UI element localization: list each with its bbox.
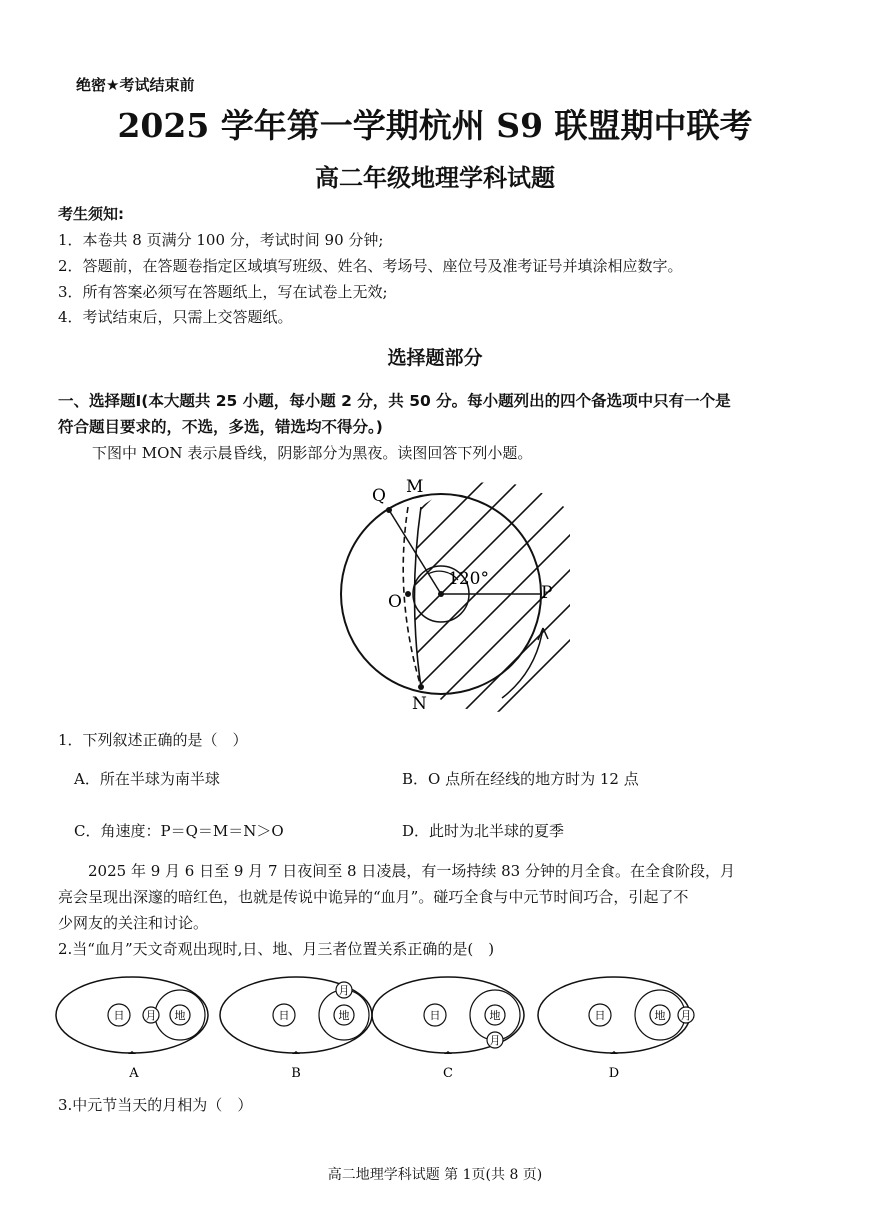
option-c-diagram[interactable] — [372, 977, 524, 1081]
option-a-diagram[interactable] — [56, 977, 208, 1081]
label-n: N — [412, 694, 427, 714]
sun-label: 日 — [594, 1009, 606, 1022]
terminator-line — [415, 507, 422, 687]
earth-label: 地 — [489, 1009, 501, 1022]
moon-label: 月 — [145, 1009, 157, 1022]
earth-label: 地 — [174, 1009, 186, 1022]
label-p: P — [541, 583, 553, 603]
option-letter: A — [129, 1066, 139, 1081]
figure-intro: 下图中 MON 表示晨昏线，阴影部分为黑夜。读图回答下列小题。 — [92, 444, 533, 462]
notice-item: 2．答题前，在答题卷指定区域填写班级、姓名、考场号、座位号及准考证号并填涂相应数字。 — [58, 257, 683, 275]
option-d-diagram[interactable] — [538, 977, 694, 1081]
earth-label: 地 — [654, 1009, 666, 1022]
label-o: O — [388, 592, 402, 612]
secret-mark: 绝密★考试结束前 — [76, 76, 195, 94]
sun-label: 日 — [429, 1009, 441, 1022]
option-letter: C — [443, 1066, 453, 1081]
moon-label: 月 — [680, 1009, 692, 1022]
label-m: M — [406, 477, 424, 497]
question-2-stem: 2.当“血月”天文奇观出现时,日、地、月三者位置关系正确的是( ) — [58, 940, 495, 958]
point-o — [405, 591, 411, 597]
option-letter: D — [608, 1066, 620, 1081]
exam-subtitle: 高二年级地理学科试题 — [315, 164, 555, 192]
notice-item: 3．所有答案必须写在答题纸上，写在试卷上无效; — [58, 283, 388, 301]
section-instruction: 一、选择题Ⅰ(本大题共 25 小题，每小题 2 分，共 50 分。每小题列出的四个备选项中只有一个是 — [58, 392, 731, 410]
label-q: Q — [372, 486, 386, 506]
option-letter: B — [291, 1066, 301, 1081]
question-1-option-a[interactable]: A．所在半球为南半球 — [74, 770, 220, 788]
question-3-stem: 3.中元节当天的月相为（ ） — [58, 1096, 253, 1114]
rotation-arrow-head — [538, 628, 548, 640]
label-angle: 120° — [448, 569, 489, 589]
option-b-diagram[interactable] — [220, 977, 372, 1081]
sun-label: 日 — [113, 1009, 125, 1022]
point-n — [418, 684, 424, 690]
notice-item: 1．本卷共 8 页满分 100 分，考试时间 90 分钟; — [58, 231, 384, 249]
sun-label: 日 — [278, 1009, 290, 1022]
notice-item: 4．考试结束后，只需上交答题纸。 — [58, 308, 293, 326]
question-1-option-b[interactable]: B．O 点所在经线的地方时为 12 点 — [402, 770, 639, 788]
pole-point — [438, 591, 444, 597]
passage-line: 少网友的关注和讨论。 — [58, 914, 209, 932]
point-q — [386, 507, 392, 513]
sun-earth-moon-options — [50, 965, 710, 1085]
section-title: 选择题部分 — [387, 347, 483, 369]
moon-label: 月 — [338, 984, 350, 997]
earth-label: 地 — [338, 1009, 350, 1022]
passage-line: 亮会呈现出深邃的暗红色，也就是传说中诡异的“血月”。碰巧全食与中元节时间巧合，引起了不 — [58, 888, 689, 906]
terminator-diagram — [330, 470, 570, 715]
passage-line: 2025 年 9 月 6 日至 9 月 7 日夜间至 8 日凌晨，有一场持续 83 分钟的月全食。在全食阶段，月 — [88, 862, 735, 880]
page-footer: 高二地理学科试题 第 1页(共 8 页) — [327, 1167, 543, 1183]
question-1-stem: 1．下列叙述正确的是（ ） — [58, 731, 248, 749]
question-1-option-d[interactable]: D．此时为北半球的夏季 — [402, 822, 565, 840]
moon-label: 月 — [489, 1034, 501, 1047]
notice-heading: 考生须知: — [58, 205, 124, 223]
exam-title: 2025 学年第一学期杭州 S9 联盟期中联考 — [117, 106, 753, 145]
question-1-option-c[interactable]: C．角速度：P＝Q＝M＝N＞O — [74, 822, 284, 840]
section-instruction: 符合题目要求的，不选，多选，错选均不得分。) — [58, 418, 383, 436]
